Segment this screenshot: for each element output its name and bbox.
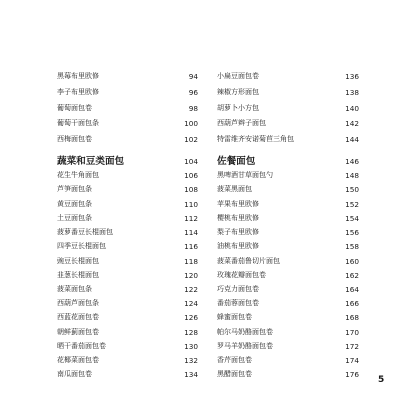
toc-entry-page: 154 [345, 214, 359, 223]
toc-entry [57, 340, 198, 353]
toc-entry-page: 170 [345, 328, 359, 337]
toc-entry [217, 117, 359, 130]
section-page: 104 [184, 157, 198, 166]
toc-entry-page: 144 [345, 135, 359, 144]
toc-entry [217, 269, 359, 282]
toc-entry-title: 香芹面包卷 [217, 356, 252, 364]
toc-entry [217, 183, 359, 196]
toc-entry-title: 西葫芦辫子面包 [217, 119, 266, 127]
toc-entry-page: 102 [184, 135, 198, 144]
toc-entry [217, 368, 359, 381]
toc-entry [217, 102, 359, 115]
toc-entry [217, 212, 359, 225]
toc-entry-title: 芦笋面包条 [57, 185, 92, 193]
toc-entry-page: 94 [188, 72, 198, 81]
toc-entry-page: 106 [184, 171, 198, 180]
toc-entry-page: 168 [345, 313, 359, 322]
toc-entry-title: 花椰菜面包卷 [57, 356, 99, 364]
toc-entry-title: 花生牛角面包 [57, 171, 99, 179]
toc-entry-title: 菠萝番豆长棍面包 [57, 228, 113, 236]
toc-entry-page: 138 [345, 88, 359, 97]
toc-entry-page: 98 [188, 104, 198, 113]
toc-entry-title: 菠菜面包条 [57, 285, 92, 293]
toc-entry-page: 126 [184, 313, 198, 322]
toc-entry [57, 86, 198, 99]
toc-entry-page: 150 [345, 185, 359, 194]
toc-entry [217, 311, 359, 324]
toc-entry-page: 114 [184, 228, 198, 237]
toc-entry-title: 黑莓布里欧修 [57, 72, 99, 80]
toc-entry-page: 152 [345, 200, 359, 209]
toc-entry-title: 帕尔马奶酪面包卷 [217, 328, 273, 336]
toc-entry-page: 124 [184, 299, 198, 308]
toc-entry [57, 102, 198, 115]
toc-entry-title: 西葫芦面包条 [57, 299, 99, 307]
toc-entry-title: 樱桃布里欧修 [217, 214, 259, 222]
toc-entry [57, 283, 198, 296]
toc-entry [57, 169, 198, 182]
section-page: 146 [345, 157, 359, 166]
toc-entry [217, 133, 359, 146]
toc-entry-title: 巧克力面包卷 [217, 285, 259, 293]
toc-entry-page: 120 [184, 271, 198, 280]
toc-entry [217, 297, 359, 310]
toc-entry-page: 158 [345, 242, 359, 251]
toc-section-heading [57, 155, 198, 168]
section-title: 蔬菜和豆类面包 [57, 156, 125, 167]
toc-entry [217, 86, 359, 99]
toc-entry-title: 胡萝卜小方包 [217, 104, 259, 112]
toc-entry [217, 169, 359, 182]
toc-entry [57, 269, 198, 282]
toc-entry-title: 菠菜黑面包 [217, 185, 252, 193]
toc-entry-page: 174 [345, 356, 359, 365]
toc-entry-title: 土豆面包条 [57, 214, 92, 222]
toc-entry-title: 油桃布里欧修 [217, 242, 259, 250]
toc-entry-page: 130 [184, 342, 198, 351]
toc-entry-title: 黑醋面包卷 [217, 370, 252, 378]
toc-entry-title: 西蓝花面包卷 [57, 313, 99, 321]
toc-entry [57, 354, 198, 367]
toc-entry-page: 132 [184, 356, 198, 365]
toc-entry-page: 122 [184, 285, 198, 294]
toc-entry [57, 311, 198, 324]
toc-entry-title: 豌豆长棍面包 [57, 257, 99, 265]
toc-entry-title: 李子布里欧修 [57, 88, 99, 96]
toc-entry-title: 小扁豆面包卷 [217, 72, 259, 80]
toc-entry [57, 326, 198, 339]
toc-entry [217, 240, 359, 253]
toc-entry-title: 番茄蓉面包卷 [217, 299, 259, 307]
toc-entry-title: 晒干番茄面包卷 [57, 342, 106, 350]
toc-entry [57, 212, 198, 225]
toc-entry [217, 198, 359, 211]
toc-entry-page: 166 [345, 299, 359, 308]
toc-entry-title: 朝鲜蓟面包卷 [57, 328, 99, 336]
toc-entry-page: 110 [184, 200, 198, 209]
toc-entry-title: 辣椒方形面包 [217, 88, 259, 96]
toc-entry [57, 240, 198, 253]
toc-section-heading [217, 155, 359, 168]
toc-entry-page: 96 [188, 88, 198, 97]
toc-entry [57, 198, 198, 211]
toc-entry-page: 156 [345, 228, 359, 237]
toc-entry [57, 368, 198, 381]
toc-entry-title: 韭葱长棍面包 [57, 271, 99, 279]
toc-entry [57, 226, 198, 239]
toc-entry-title: 南瓜面包卷 [57, 370, 92, 378]
toc-entry-page: 134 [184, 370, 198, 379]
toc-entry-page: 112 [184, 214, 198, 223]
toc-entry [57, 70, 198, 83]
toc-entry-page: 128 [184, 328, 198, 337]
toc-entry [217, 340, 359, 353]
toc-entry-title: 蜂蜜面包卷 [217, 313, 252, 321]
toc-entry [57, 255, 198, 268]
toc-entry [217, 255, 359, 268]
toc-entry-title: 苹果布里欧修 [217, 200, 259, 208]
toc-entry-page: 116 [184, 242, 198, 251]
toc-entry-title: 四季豆长棍面包 [57, 242, 106, 250]
toc-entry [217, 70, 359, 83]
toc-entry-title: 特雷维齐安诺菊苣三角包 [217, 135, 294, 143]
toc-entry [217, 283, 359, 296]
toc-entry-title: 罗马羊奶酪面包卷 [217, 342, 273, 350]
toc-entry-page: 148 [345, 171, 359, 180]
section-title: 佐餐面包 [217, 156, 256, 167]
toc-entry [57, 183, 198, 196]
toc-entry [57, 133, 198, 146]
toc-entry-page: 162 [345, 271, 359, 280]
page-number: 5 [378, 375, 385, 385]
toc-entry-page: 172 [345, 342, 359, 351]
toc-entry-title: 黄豆面包条 [57, 200, 92, 208]
toc-entry-title: 西梅面包卷 [57, 135, 92, 143]
toc-entry-page: 118 [184, 257, 198, 266]
toc-entry [217, 326, 359, 339]
toc-entry-page: 140 [345, 104, 359, 113]
toc-entry-page: 108 [184, 185, 198, 194]
toc-entry [57, 117, 198, 130]
toc-entry-page: 142 [345, 119, 359, 128]
toc-entry-title: 菠菜番茄鲁切片面包 [217, 257, 280, 265]
toc-entry-page: 176 [345, 370, 359, 379]
toc-entry-page: 164 [345, 285, 359, 294]
toc-entry-title: 葡萄干面包条 [57, 119, 99, 127]
toc-entry-page: 160 [345, 257, 359, 266]
toc-entry-title: 黑啤酒甘草面包勺 [217, 171, 273, 179]
toc-entry-title: 玫瑰花瓣面包卷 [217, 271, 266, 279]
toc-entry [217, 226, 359, 239]
toc-entry-title: 梨子布里欧修 [217, 228, 259, 236]
toc-entry-page: 136 [345, 72, 359, 81]
toc-entry-page: 100 [184, 119, 198, 128]
toc-entry-title: 葡萄面包卷 [57, 104, 92, 112]
toc-entry [217, 354, 359, 367]
toc-entry [57, 297, 198, 310]
